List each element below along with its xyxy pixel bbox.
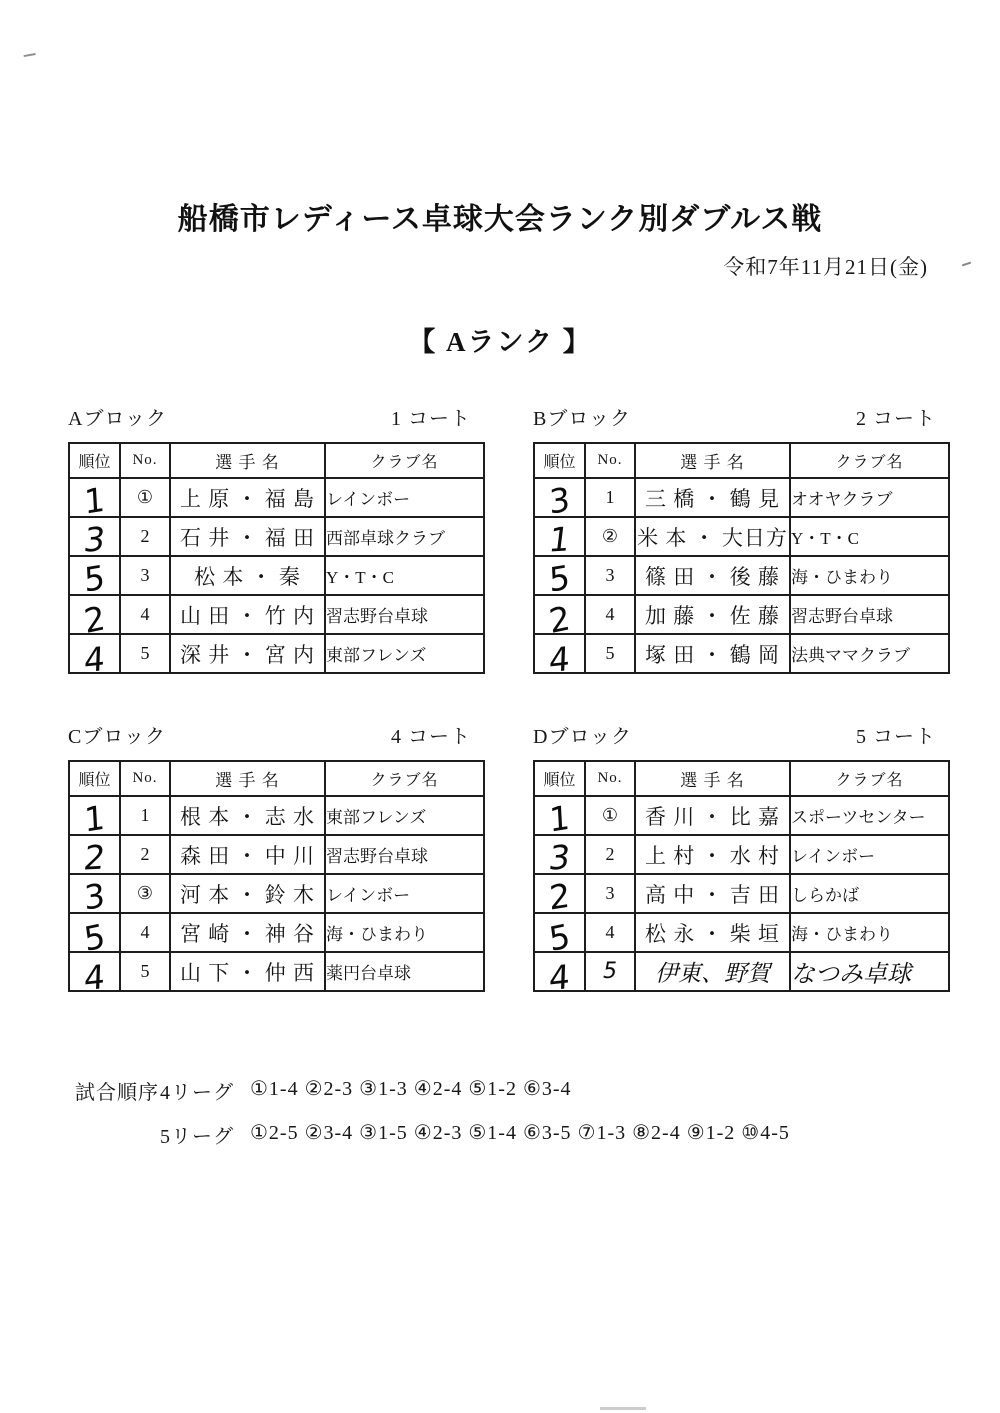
table-row — [69, 952, 484, 991]
match-order-sequence: ①1-4 ②2-3 ③1-3 ④2-4 ⑤1-2 ⑥3-4 — [250, 1078, 572, 1100]
court-label: 5 コート — [856, 726, 936, 748]
player-names: 米 本 ・ 大日方 — [635, 517, 790, 556]
rank-cell — [69, 517, 120, 560]
handwritten-rank: 3 — [81, 519, 108, 560]
entry-number: 3 — [585, 556, 635, 595]
results-table — [68, 442, 485, 681]
rank-cell — [69, 952, 120, 999]
handwritten-rank: 5 — [546, 915, 573, 960]
table-head — [69, 443, 484, 478]
league-label: 4リーグ — [160, 1082, 234, 1104]
block-label: Bブロック — [533, 408, 631, 430]
player-names: 河 本 ・ 鈴 木 — [170, 874, 325, 913]
block-label: Cブロック — [68, 726, 166, 748]
rank-section-heading: 【 Aランク 】 — [408, 327, 592, 357]
club-name: 東部フレンズ — [325, 796, 484, 835]
player-names: 山 下 ・ 仲 西 — [170, 952, 325, 991]
col-header-players: 選 手 名 — [635, 761, 790, 796]
block-section — [68, 402, 475, 681]
table-row — [534, 952, 949, 991]
header-row — [534, 761, 949, 796]
table-row — [534, 478, 949, 517]
club-name: 習志野台卓球 — [325, 835, 484, 874]
entry-number: 5 — [120, 634, 170, 673]
table-row — [69, 913, 484, 952]
results-table — [68, 760, 485, 999]
table-head — [534, 443, 949, 478]
player-names: 山 田 ・ 竹 内 — [170, 595, 325, 634]
player-names: 塚 田 ・ 鶴 岡 — [635, 634, 790, 673]
rank-cell — [69, 634, 120, 681]
table-row — [69, 796, 484, 835]
results-table — [533, 442, 950, 681]
entry-number: 1 — [585, 478, 635, 517]
col-header-players: 選 手 名 — [170, 761, 325, 796]
rank-cell — [534, 517, 585, 560]
player-names: 深 井 ・ 宮 内 — [170, 634, 325, 673]
table-row — [69, 595, 484, 634]
entry-number: 1 — [120, 796, 170, 835]
rank-cell — [534, 874, 585, 918]
table-row — [69, 517, 484, 556]
entry-number: 2 — [120, 517, 170, 556]
table-head — [69, 761, 484, 796]
club-name: レインボー — [325, 478, 484, 517]
rank-cell — [69, 874, 120, 918]
table-row — [534, 835, 949, 874]
player-names: 松 本 ・ 秦 — [170, 556, 325, 595]
table-row — [69, 556, 484, 595]
rank-cell — [534, 835, 585, 878]
club-name: 海・ひまわり — [790, 913, 949, 952]
col-header-no: No. — [585, 443, 635, 478]
table-row — [69, 874, 484, 913]
table-row — [534, 874, 949, 913]
rank-cell — [534, 796, 585, 840]
player-names: 宮 崎 ・ 神 谷 — [170, 913, 325, 952]
handwritten-rank: 4 — [548, 638, 571, 681]
col-header-club: クラブ名 — [790, 761, 949, 796]
entry-number: 4 — [120, 595, 170, 634]
match-order-label: 試合順序 — [75, 1082, 159, 1104]
table-row — [69, 835, 484, 874]
club-name: 西部卓球クラブ — [325, 517, 484, 556]
player-names: 上 村 ・ 水 村 — [635, 835, 790, 874]
scan-artifact — [600, 1407, 646, 1410]
col-header-rank: 順位 — [69, 761, 120, 796]
entry-number: ① — [585, 796, 635, 835]
rank-cell — [69, 796, 120, 840]
entry-number: 2 — [585, 835, 635, 874]
table-row — [534, 517, 949, 556]
club-name: Y・T・C — [325, 556, 484, 595]
league-label: 5リーグ — [160, 1126, 234, 1148]
table-row — [534, 913, 949, 952]
handwritten-rank: 5 — [548, 557, 571, 600]
scan-artifact — [24, 53, 37, 61]
table-head — [534, 761, 949, 796]
court-label: 2 コート — [856, 408, 936, 430]
club-name: 海・ひまわり — [790, 556, 949, 595]
rank-cell — [69, 595, 120, 642]
header-row — [69, 761, 484, 796]
entry-number: 5 — [585, 952, 635, 991]
table-row — [69, 634, 484, 673]
col-header-rank: 順位 — [69, 443, 120, 478]
entry-number: 4 — [120, 913, 170, 952]
rank-cell — [534, 634, 585, 681]
table-row — [69, 478, 484, 517]
handwritten-rank: 2 — [81, 597, 108, 642]
col-header-no: No. — [120, 761, 170, 796]
handwritten-rank: 2 — [548, 875, 571, 918]
entry-number: ① — [120, 478, 170, 517]
block-header — [533, 720, 940, 749]
handwritten-rank: 4 — [83, 638, 106, 681]
header-row — [534, 443, 949, 478]
rank-cell — [534, 595, 585, 642]
col-header-no: No. — [120, 443, 170, 478]
court-label: 4 コート — [391, 726, 471, 748]
block-header — [68, 402, 475, 431]
results-table — [533, 760, 950, 999]
club-name: レインボー — [790, 835, 949, 874]
handwritten-rank: 1 — [83, 797, 106, 840]
player-names: 根 本 ・ 志 水 — [170, 796, 325, 835]
handwritten-rank: 1 — [83, 479, 106, 522]
header-row — [69, 443, 484, 478]
handwritten-rank: 1 — [546, 519, 573, 560]
col-header-rank: 順位 — [534, 443, 585, 478]
col-header-players: 選 手 名 — [170, 443, 325, 478]
club-name: Y・T・C — [790, 517, 949, 556]
block-section — [533, 402, 940, 681]
entry-number: ② — [585, 517, 635, 556]
court-label: 1 コート — [391, 408, 471, 430]
entry-number: 5 — [585, 634, 635, 673]
player-names: 松 永 ・ 柴 垣 — [635, 913, 790, 952]
table-row — [534, 556, 949, 595]
handwritten-rank: 3 — [548, 479, 571, 522]
scan-artifact — [962, 262, 971, 267]
entry-number: 2 — [120, 835, 170, 874]
entry-number: 4 — [585, 595, 635, 634]
player-names: 伊東、野賀 — [635, 952, 790, 991]
block-header — [68, 720, 475, 749]
match-order-line-5league — [75, 1120, 935, 1150]
club-name: なつみ卓球 — [790, 952, 949, 991]
block-section — [68, 720, 475, 999]
handwritten-rank: 2 — [81, 837, 108, 878]
block-label: Aブロック — [68, 408, 168, 430]
handwritten-rank: 5 — [81, 915, 108, 960]
blocks-grid — [68, 402, 940, 999]
document-title: 船橋市レディース卓球大会ランク別ダブルス戦 — [177, 203, 823, 237]
handwritten-rank: 5 — [83, 557, 106, 600]
col-header-club: クラブ名 — [325, 443, 484, 478]
player-names: 上 原 ・ 福 島 — [170, 478, 325, 517]
rank-cell — [534, 478, 585, 522]
handwritten-rank: 4 — [548, 956, 571, 999]
entry-number: 3 — [585, 874, 635, 913]
handwritten-rank: 3 — [83, 875, 106, 918]
player-names: 香 川 ・ 比 嘉 — [635, 796, 790, 835]
rank-cell — [534, 952, 585, 999]
entry-number: 5 — [120, 952, 170, 991]
player-names: 高 中 ・ 吉 田 — [635, 874, 790, 913]
table-row — [534, 595, 949, 634]
block-label: Dブロック — [533, 726, 633, 748]
rank-cell — [69, 835, 120, 878]
club-name: 薬円台卓球 — [325, 952, 484, 991]
rank-cell — [69, 556, 120, 600]
player-names: 森 田 ・ 中 川 — [170, 835, 325, 874]
club-name: 習志野台卓球 — [790, 595, 949, 634]
entry-number: 3 — [120, 556, 170, 595]
club-name: 習志野台卓球 — [325, 595, 484, 634]
rank-cell — [69, 478, 120, 522]
table-row — [534, 634, 949, 673]
entry-number: ③ — [120, 874, 170, 913]
handwritten-rank: 1 — [548, 797, 571, 840]
col-header-club: クラブ名 — [790, 443, 949, 478]
club-name: レインボー — [325, 874, 484, 913]
block-section — [533, 720, 940, 999]
club-name: スポーツセンター — [790, 796, 949, 835]
match-order-sequence: ①2-5 ②3-4 ③1-5 ④2-3 ⑤1-4 ⑥3-5 ⑦1-3 ⑧2-4 ⑨1-2 ⑩4-5 — [250, 1122, 790, 1144]
club-name: 法典ママクラブ — [790, 634, 949, 673]
handwritten-rank: 4 — [83, 956, 106, 999]
col-header-rank: 順位 — [534, 761, 585, 796]
player-names: 加 藤 ・ 佐 藤 — [635, 595, 790, 634]
club-name: オオヤクラブ — [790, 478, 949, 517]
player-names: 三 橋 ・ 鶴 見 — [635, 478, 790, 517]
table-row — [534, 796, 949, 835]
col-header-no: No. — [585, 761, 635, 796]
handwritten-rank: 2 — [546, 597, 573, 642]
club-name: しらかば — [790, 874, 949, 913]
col-header-club: クラブ名 — [325, 761, 484, 796]
player-names: 石 井 ・ 福 田 — [170, 517, 325, 556]
club-name: 海・ひまわり — [325, 913, 484, 952]
rank-cell — [69, 913, 120, 960]
col-header-players: 選 手 名 — [635, 443, 790, 478]
block-header — [533, 402, 940, 431]
match-order-line-4league — [75, 1076, 935, 1106]
rank-cell — [534, 556, 585, 600]
rank-cell — [534, 913, 585, 960]
handwritten-rank: 3 — [546, 837, 573, 878]
entry-number: 4 — [585, 913, 635, 952]
club-name: 東部フレンズ — [325, 634, 484, 673]
player-names: 篠 田 ・ 後 藤 — [635, 556, 790, 595]
document-date: 令和7年11月21日(金) — [723, 255, 928, 279]
